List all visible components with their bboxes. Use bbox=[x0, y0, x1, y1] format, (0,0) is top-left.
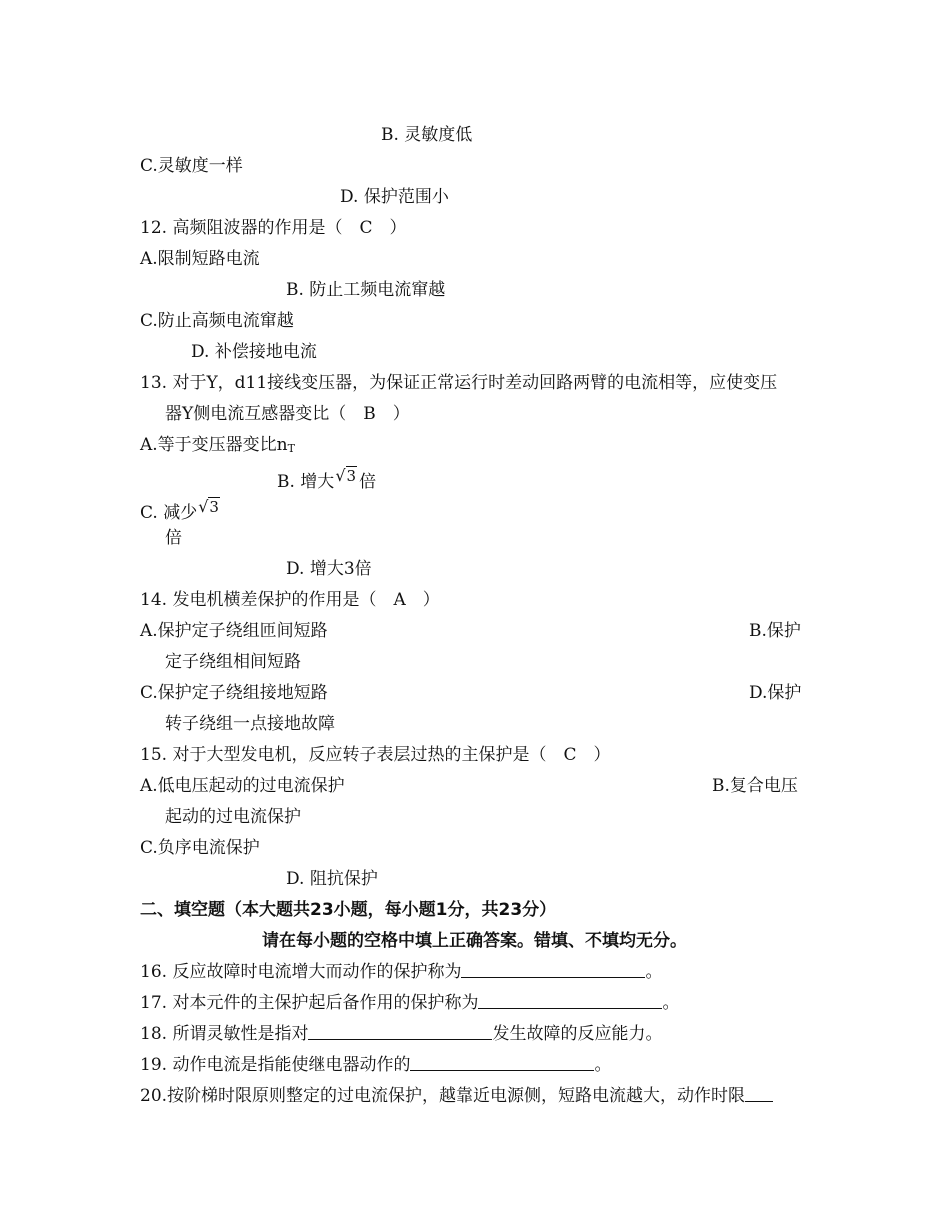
option-d-q13: D. 增大3倍 bbox=[286, 559, 372, 579]
question-13-continued: 器Y侧电流互感器变比（ B ） bbox=[165, 404, 410, 424]
option-c-q13 bbox=[140, 496, 222, 524]
question-16 bbox=[140, 961, 662, 983]
answer-blank bbox=[410, 1054, 594, 1071]
question-19-end: 。 bbox=[594, 1055, 612, 1075]
question-12: 12. 高频阻波器的作用是（ C ） bbox=[140, 218, 407, 238]
option-a-q15: A.低电压起动的过电流保护 bbox=[140, 776, 345, 796]
question-16-text: 16. 反应故障时电流增大而动作的保护称为 bbox=[140, 962, 462, 982]
option-b-q13-text: B. 增大 bbox=[277, 472, 335, 492]
option-d-q15: D. 阻抗保护 bbox=[286, 869, 378, 889]
question-15: 15. 对于大型发电机，反应转子表层过热的主保护是（ C ） bbox=[140, 745, 611, 765]
question-17-end: 。 bbox=[662, 993, 680, 1013]
option-a-q12: A.限制短路电流 bbox=[140, 249, 260, 269]
option-b-q14: B.保护 bbox=[749, 621, 801, 641]
option-a-q13 bbox=[140, 434, 295, 460]
question-20 bbox=[140, 1085, 773, 1107]
question-20-text: 20.按阶梯时限原则整定的过电流保护，越靠近电源侧，短路电流越大，动作时限 bbox=[140, 1086, 746, 1106]
question-13: 13. 对于Y，d11接线变压器，为保证正常运行时差动回路两臂的电流相等，应使变压 bbox=[140, 373, 778, 393]
option-b-q12: B. 防止工频电流窜越 bbox=[286, 280, 446, 300]
option-d-q12: D. 补偿接地电流 bbox=[191, 342, 317, 362]
question-18-text: 18. 所谓灵敏性是指对 bbox=[140, 1024, 309, 1044]
option-c-q13-suffix: 倍 bbox=[165, 528, 182, 548]
option-b-q13 bbox=[277, 465, 376, 493]
section-instructions: 请在每小题的空格中填上正确答案。错填、不填均无分。 bbox=[262, 931, 687, 951]
option-b-q14-continued: 定子绕组相间短路 bbox=[165, 652, 301, 672]
option-b-q11: B. 灵敏度低 bbox=[381, 125, 473, 145]
option-b-q15: B.复合电压 bbox=[712, 776, 798, 796]
option-c-q14: C.保护定子绕组接地短路 bbox=[140, 683, 328, 703]
question-18 bbox=[140, 1023, 662, 1045]
question-17 bbox=[140, 992, 679, 1014]
option-b-q15-continued: 起动的过电流保护 bbox=[165, 807, 301, 827]
option-d-q14-continued: 转子绕组一点接地故障 bbox=[165, 714, 335, 734]
option-d-q11: D. 保护范围小 bbox=[340, 187, 449, 207]
option-d-q14: D.保护 bbox=[749, 683, 802, 703]
answer-blank bbox=[745, 1085, 773, 1102]
question-19-text: 19. 动作电流是指能使继电器动作的 bbox=[140, 1055, 411, 1075]
option-c-q12: C.防止高频电流窜越 bbox=[140, 311, 294, 331]
section-heading: 二、填空题（本大题共23小题，每小题1分，共23分） bbox=[140, 900, 557, 920]
option-a-q14: A.保护定子绕组匝间短路 bbox=[140, 621, 328, 641]
option-b-q13-suffix: 倍 bbox=[359, 472, 377, 492]
question-16-end: 。 bbox=[645, 962, 663, 982]
option-a-q13-text: A.等于变压器变比n bbox=[140, 435, 288, 455]
question-19 bbox=[140, 1054, 611, 1076]
question-18-end: 发生故障的反应能力。 bbox=[492, 1024, 663, 1044]
answer-blank bbox=[308, 1023, 492, 1040]
sqrt-symbol: √3 bbox=[198, 497, 219, 516]
subscript-t: T bbox=[287, 442, 295, 455]
sqrt-symbol: √3 bbox=[335, 466, 357, 485]
option-c-q13-text: C. 减少 bbox=[140, 503, 198, 523]
option-c-q11: C.灵敏度一样 bbox=[140, 156, 243, 176]
answer-blank bbox=[478, 992, 662, 1009]
answer-blank bbox=[461, 961, 645, 978]
option-c-q15: C.负序电流保护 bbox=[140, 838, 260, 858]
question-14: 14. 发电机横差保护的作用是（ A ） bbox=[140, 590, 440, 610]
question-17-text: 17. 对本元件的主保护起后备作用的保护称为 bbox=[140, 993, 479, 1013]
